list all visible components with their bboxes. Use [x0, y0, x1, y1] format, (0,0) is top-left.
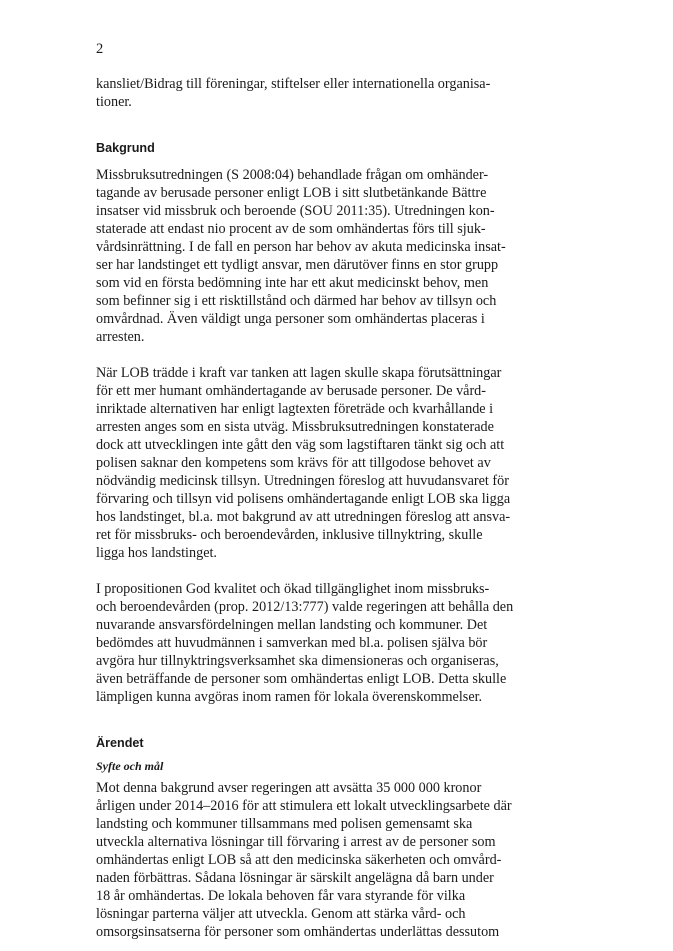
bakgrund-paragraph-3 [96, 580, 536, 706]
intro-paragraph [96, 75, 536, 111]
text-line: avgöra hur tillnyktringsverksamhet ska dimensioneras och organiseras, [96, 653, 499, 669]
text-line: dock att utvecklingen inte gått den väg som lagstiftaren tänkt sig och att [96, 437, 505, 453]
subheading-syfte-och-mal: Syfte och mål [96, 759, 164, 773]
text-line: och beroendevården (prop. 2012/13:777) valde regeringen att behålla den [96, 599, 514, 615]
text-line: tioner. [96, 94, 132, 110]
text-line: utveckla alternativa lösningar till förvaring i arrest av de personer som [96, 834, 496, 850]
text-line: I propositionen God kvalitet och ökad tillgänglighet inom missbruks- [96, 581, 490, 597]
document-body [96, 75, 536, 941]
text-line: ligga hos landstinget. [96, 545, 217, 561]
syfte-paragraph [96, 779, 536, 941]
text-line: staterade att endast nio procent av de som omhändertas förs till sjuk- [96, 221, 486, 237]
text-line: hos landstinget, bl.a. mot bakgrund av att utredningen föreslog att ansva- [96, 509, 511, 525]
text-line: Missbruksutredningen (S 2008:04) behandlade frågan om omhänder- [96, 167, 489, 183]
text-line: 18 år omhändertas. De lokala behoven får vara styrande för vilka [96, 888, 466, 904]
text-line: landsting och kommuner tillsammans med polisen gemensamt ska [96, 816, 473, 832]
text-line: lösningar parterna väljer att utveckla. Genom att stärka vård- och [96, 906, 466, 922]
text-line: arresten. [96, 329, 145, 345]
section-heading-bakgrund: Bakgrund [96, 141, 155, 155]
text-line: Mot denna bakgrund avser regeringen att avsätta 35 000 000 kronor [96, 780, 482, 796]
text-line: ser har landstinget ett tydligt ansvar, men därutöver finns en stor grupp [96, 257, 499, 273]
text-line: nödvändig medicinsk tillsyn. Utredningen föreslog att huvudansvaret för [96, 473, 509, 489]
text-line: förvaring och tillsyn vid polisens omhändertagande enligt LOB ska ligga [96, 491, 511, 507]
text-line: När LOB trädde i kraft var tanken att lagen skulle skapa förutsättningar [96, 365, 502, 381]
text-line: omsorgsinsatserna för personer som omhändertas underlättas dessutom [96, 924, 500, 940]
text-line: som befinner sig i ett risktillstånd och därmed har behov av tillsyn och [96, 293, 497, 309]
text-line: inriktade alternativen har enligt lagtexten företräde och kvarhållande i [96, 401, 494, 417]
bakgrund-paragraph-1 [96, 166, 536, 346]
text-line: naden förbättras. Sådana lösningar är särskilt angelägna då barn under [96, 870, 494, 886]
text-line: omvårdnad. Även väldigt unga personer som omhändertas placeras i [96, 311, 485, 327]
text-line: tagande av berusade personer enligt LOB i sitt slutbetänkande Bättre [96, 185, 487, 201]
text-line: som vid en första bedömning inte har ett akut medicinskt behov, men [96, 275, 489, 291]
text-line: arresten anges som en sista utväg. Missbruksutredningen konstaterade [96, 419, 494, 435]
text-line: kansliet/Bidrag till föreningar, stiftelser eller internationella organisa- [96, 76, 491, 92]
text-line: vårdsinrättning. I de fall en person har behov av akuta medicinska insat- [96, 239, 506, 255]
text-line: bedömdes att huvudmännen i samverkan med bl.a. polisen själva bör [96, 635, 488, 651]
text-line: insatser vid missbruk och beroende (SOU 2011:35). Utredningen kon- [96, 203, 495, 219]
text-line: för ett mer humant omhändertagande av berusade personer. De vård- [96, 383, 486, 399]
text-line: nuvarande ansvarsfördelningen mellan landsting och kommuner. Det [96, 617, 488, 633]
bakgrund-paragraph-2 [96, 364, 536, 562]
text-line: polisen saknar den kompetens som krävs för att tillgodose behovet av [96, 455, 491, 471]
page-number: 2 [96, 41, 104, 57]
section-heading-arendet: Ärendet [96, 736, 144, 750]
text-line: årligen under 2014–2016 för att stimulera ett lokalt utvecklingsarbete där [96, 798, 512, 814]
text-line: även beträffande de personer som omhändertas enligt LOB. Detta skulle [96, 671, 507, 687]
text-line: lämpligen kunna avgöras inom ramen för lokala överenskommelser. [96, 689, 483, 705]
text-line: ret för missbruks- och beroendevården, inklusive tillnyktring, skulle [96, 527, 483, 543]
text-line: omhändertas enligt LOB så att den medicinska säkerheten och omvård- [96, 852, 502, 868]
